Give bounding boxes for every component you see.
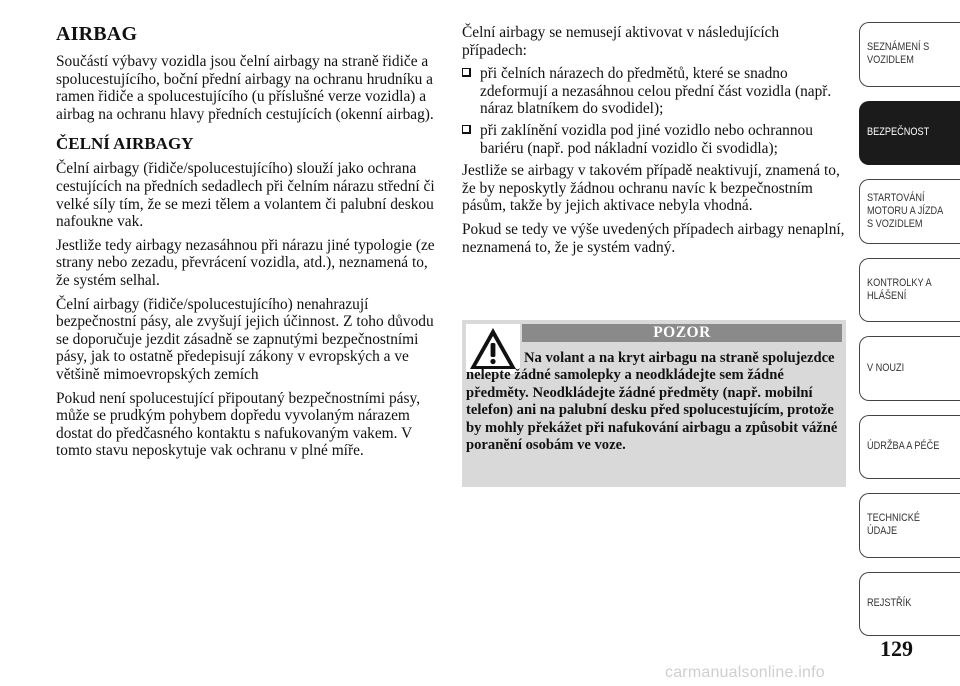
tab-label: ÚDRŽBA A PÉČE	[867, 440, 940, 453]
right-column	[462, 24, 846, 262]
list-item	[462, 65, 846, 118]
tab-label: S VOZIDLEM	[867, 217, 923, 230]
tab-rejstrik[interactable]	[859, 572, 960, 637]
tab-label: KONTROLKY A	[867, 276, 932, 289]
tab-label: V NOUZI	[867, 361, 905, 374]
tab-udrzba-a-pece[interactable]	[859, 415, 960, 480]
list-item	[462, 122, 846, 157]
tab-technicke-udaje[interactable]	[859, 493, 960, 558]
paragraph: Pokud se tedy ve výše uvedených případech airbagy nenaplní, neznamená to, že je systém vadný.	[462, 220, 845, 256]
paragraph: Pokud není spolucestující připoutaný bezpečnostními pásy, může se prudkým pohybem dopředu vyvolaným nárazem dostat do předčasného kontaktu s nafukovaným vakem. V tomto stavu neposkytuje vak ochranu v plné míře.	[56, 389, 421, 460]
list-item-text: při čelních nárazech do předmětů, které se snadno zdeformují a nezasáhnou celou přední část vozidla (např. náraz blatníkem do svodidel);	[480, 65, 832, 118]
paragraph: Čelní airbagy se nemusejí aktivovat v následujících případech:	[462, 24, 780, 59]
list-item-text: při zaklínění vozidla pod jiné vozidlo nebo ochrannou bariéru (např. pod nákladní vozidlo či svodidla);	[480, 121, 813, 157]
section-title-airbag: AIRBAG	[56, 23, 138, 45]
tab-kontrolky-a-hlaseni[interactable]	[859, 258, 960, 323]
tab-label: STARTOVÁNÍ	[867, 191, 925, 204]
chapter-tabs	[859, 22, 960, 650]
left-column	[56, 22, 442, 466]
tab-seznameni-s-vozidlem[interactable]	[859, 22, 960, 87]
warning-text: Na volant a na kryt airbagu na straně spolujezdce nelepte žádné samolepky a neodkládejte sem žádné předměty. Neodkládejte žádné předměty (např. mobilní telefon) ani na palubní desku před spolucestujícím, protože by mohly překážet při nafukování airbagu a způsobit vážné poranění osobám ve voze.	[466, 350, 838, 454]
paragraph-intro: Součástí výbavy vozidla jsou čelní airbagy na straně řidiče a spolucestujícího, boční přední airbagy na ochranu hrudníku a ramen řidiče a spolucestujícího (u příslušné verze vozidla) a airbag na ochranu hlavy předních cestujících (okenní airbag).	[56, 53, 434, 123]
paragraph: Jestliže tedy airbagy nezasáhnou při nárazu jiné typologie (ze strany nebo zezadu, převrácení vozidla, atd.), neznamená to, že systém selhal.	[56, 236, 435, 289]
tab-label: TECHNICKÉ	[867, 512, 921, 525]
tab-v-nouzi[interactable]	[859, 336, 960, 401]
tab-startovani[interactable]	[859, 179, 960, 244]
tab-label: VOZIDLEM	[867, 54, 914, 67]
tab-label: SEZNÁMENÍ S	[867, 41, 930, 54]
tab-label: ÚDAJE	[867, 525, 898, 538]
warning-label: POZOR	[522, 324, 842, 342]
paragraph: Čelní airbagy (řidiče/spolucestujícího) nenahrazují bezpečnostní pásy, ale zvyšují jejich účinnost. Z toho důvodu se doporučuje jezdit zásadně se zapnutými bezpečnostními pásy, jak to ostatně předepisují zákony v evropských a ve většině mimoevropských zemích	[56, 295, 434, 383]
paragraph: Jestliže se airbagy v takovém případě neaktivují, znamená to, že by neposkytly žádnou ochranu navíc k bezpečnostním pásům, takže by jejich aktivace nebyla vhodná.	[462, 162, 840, 215]
checkbox-bullet-icon	[462, 125, 471, 134]
tab-label: BEZPEČNOST	[867, 126, 930, 139]
tab-label: REJSTŘÍK	[867, 597, 912, 610]
paragraph: Čelní airbagy (řidiče/spolucestujícího) slouží jako ochrana cestujících na předních sedadlech při čelním nárazu střední či velké síly tím, že se mezi tělem a volantem či palubní deskou nafoukne vak.	[56, 160, 435, 231]
page-number: 129	[880, 636, 913, 661]
tab-bezpecnost[interactable]	[859, 101, 960, 166]
bullet-list	[462, 65, 846, 157]
warning-box	[462, 320, 846, 487]
watermark: carmanualsonline.info	[665, 664, 825, 681]
tab-label: HLÁŠENÍ	[867, 289, 907, 302]
subsection-title-front-airbags: ČELNÍ AIRBAGY	[56, 134, 194, 154]
checkbox-bullet-icon	[462, 68, 471, 77]
tab-label: MOTORU A JÍZDA	[867, 204, 944, 217]
